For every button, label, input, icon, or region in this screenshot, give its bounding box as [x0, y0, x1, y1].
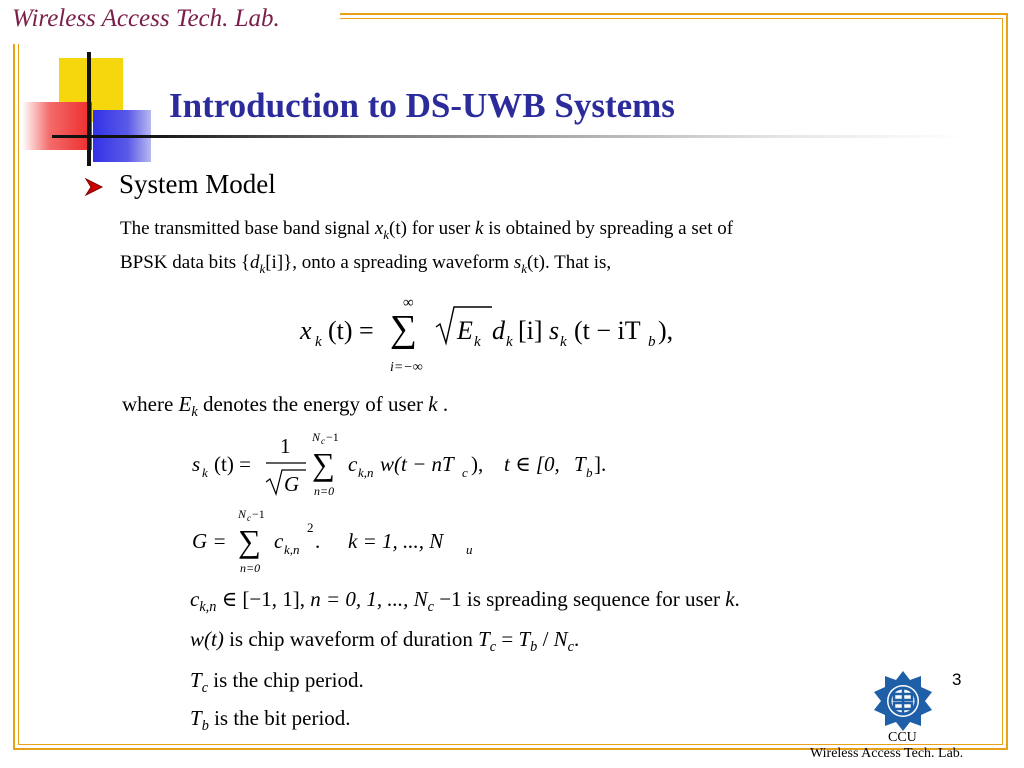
svg-text:d: d [492, 316, 505, 345]
chip-waveform-definition: w(t) is chip waveform of duration $T_c = T_b / N_c$. [190, 627, 580, 656]
svg-text:n=0: n=0 [314, 484, 335, 498]
svg-text:k,n: k,n [284, 542, 300, 557]
page-number: 3 [952, 670, 962, 689]
svg-text:2: 2 [307, 520, 314, 535]
svg-text:E: E [457, 316, 473, 345]
svg-text:w(t − nT: w(t − nT [380, 452, 454, 476]
intro-line-1: The transmitted base band signal $x_k(t)$ for user k is obtained by spreading a set of [120, 218, 734, 242]
svg-text:(t − iT: (t − iT [574, 316, 641, 345]
svg-text:k,n: k,n [358, 465, 374, 480]
svg-text:c: c [348, 452, 358, 476]
svg-text:),: ), [658, 316, 674, 345]
energy-definition: where $E_k$ denotes the energy of user k . [122, 392, 449, 421]
svg-text:T: T [574, 452, 586, 476]
svg-text:k: k [560, 334, 567, 350]
svg-text:.: . [315, 529, 321, 553]
bullet-arrow-icon [84, 177, 104, 197]
spreading-sequence-definition: $c_{k,n}$ ∈ [−1, 1], n = 0, 1, ..., $N_c -1$ is spreading sequence for user k. [190, 587, 740, 616]
ccu-label: CCU [888, 730, 917, 745]
svg-text:n=0: n=0 [240, 561, 261, 575]
svg-text:].: ]. [594, 452, 607, 476]
svg-text:s: s [192, 452, 201, 476]
svg-text:c: c [247, 513, 251, 523]
decor-vertical-line [87, 52, 91, 166]
svg-text:t ∈ [0,: t ∈ [0, [504, 452, 560, 476]
intro-line-2: BPSK data bits $\{d_k[i]\}$, onto a spreading waveform $s_k(t)$. That is, [120, 252, 612, 276]
bullet-system-model: System Model [119, 169, 276, 199]
decor-red-square [22, 102, 92, 150]
svg-text:i=−∞: i=−∞ [390, 360, 423, 375]
normalization-equation [190, 505, 490, 577]
bit-period-definition: $T_b$ is the bit period. [190, 706, 351, 735]
title-underline [52, 135, 967, 138]
summation-sign: ∑ [238, 523, 261, 559]
svg-text:k: k [474, 334, 481, 350]
svg-text:[i]: [i] [518, 316, 543, 345]
svg-text:(t) =: (t) = [328, 316, 374, 345]
spreading-waveform-equation [190, 428, 620, 500]
svg-text:s: s [549, 316, 560, 345]
svg-text:G: G [284, 472, 300, 496]
summation-sign: ∑ [312, 446, 335, 482]
chip-period-definition: $T_c$ is the chip period. [190, 668, 364, 697]
svg-text:u: u [466, 542, 473, 557]
svg-text:b: b [648, 334, 656, 350]
svg-text:c: c [321, 436, 325, 446]
header-brand: Wireless Access Tech. Lab. [12, 5, 280, 32]
svg-text:),: ), [471, 452, 484, 476]
svg-text:−1: −1 [252, 507, 265, 521]
svg-text:(t) =: (t) = [214, 452, 251, 476]
svg-text:k: k [506, 334, 513, 350]
svg-text:k: k [202, 465, 208, 480]
svg-text:G =: G = [192, 529, 227, 553]
svg-text:c: c [274, 529, 284, 553]
svg-text:N: N [238, 507, 247, 521]
svg-text:N: N [312, 430, 321, 444]
svg-text:b: b [586, 465, 593, 480]
summation-sign: ∑ [390, 308, 418, 350]
svg-text:−1: −1 [326, 430, 339, 444]
ccu-emblem-icon [872, 670, 934, 732]
slide-title: Introduction to DS-UWB Systems [169, 86, 675, 125]
svg-text:∞: ∞ [403, 295, 414, 311]
svg-text:1: 1 [280, 434, 291, 458]
svg-text:k = 1, ..., N: k = 1, ..., N [348, 529, 444, 553]
transmitted-signal-equation [296, 291, 696, 376]
svg-text:c: c [462, 465, 468, 480]
svg-text:x: x [300, 316, 312, 345]
svg-text:k: k [315, 334, 322, 350]
footer-brand: Wireless Access Tech. Lab. [810, 746, 964, 761]
